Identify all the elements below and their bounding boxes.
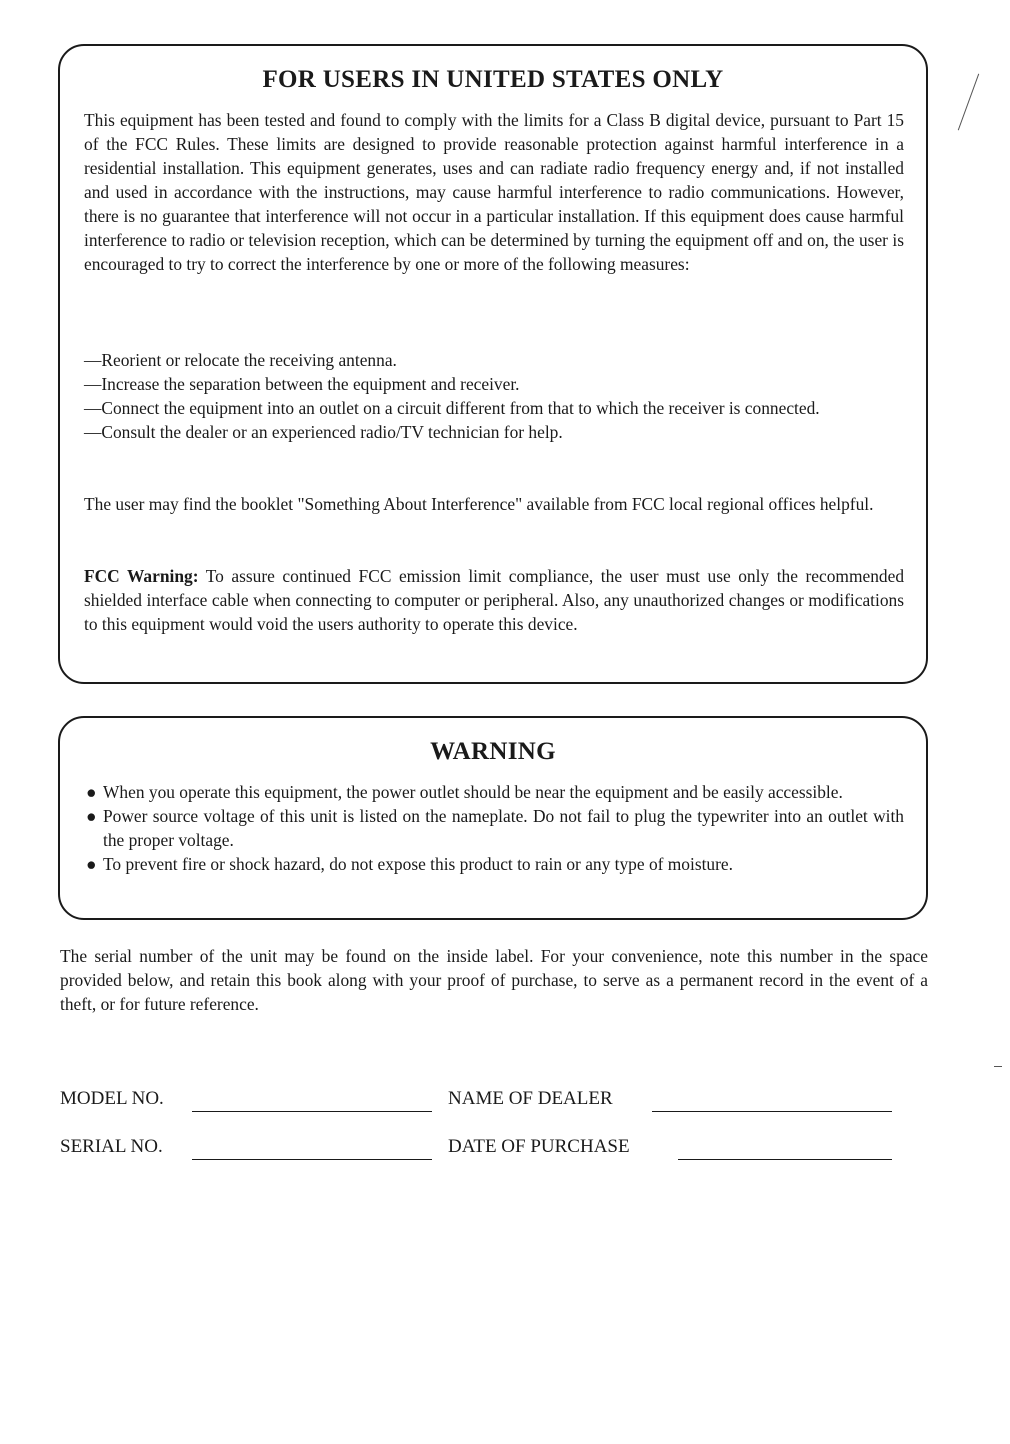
warning-title: WARNING bbox=[430, 738, 556, 765]
measure-item: —Increase the separation between the equipment and receiver. bbox=[84, 374, 520, 394]
purchase-label: DATE OF PURCHASE bbox=[448, 1136, 630, 1157]
bullet-icon: ● bbox=[86, 806, 97, 826]
dealer-entry-line bbox=[652, 1111, 892, 1112]
serial-label: SERIAL NO. bbox=[60, 1136, 163, 1157]
fcc-title: FOR USERS IN UNITED STATES ONLY bbox=[262, 66, 724, 93]
warning-item: ● When you operate this equipment, the power outlet should be near the equipment and be easily accessible. bbox=[86, 782, 843, 802]
fcc-notice-box bbox=[58, 44, 928, 684]
model-entry-line bbox=[192, 1111, 432, 1112]
fcc-warning-text: To assure continued FCC emission limit compliance, the user must use only the recommended shielded interface cable when connecting to computer or peripheral. Also, any unauthorized changes or modifications to this equipment would void the users authority to operate this device. bbox=[84, 566, 905, 634]
fcc-warning-paragraph bbox=[84, 564, 904, 636]
margin-mark bbox=[994, 1066, 1002, 1067]
model-label: MODEL NO. bbox=[60, 1088, 164, 1109]
bullet-icon: ● bbox=[86, 782, 97, 802]
fcc-warning-lead: FCC Warning: bbox=[84, 566, 199, 586]
warning-list bbox=[86, 780, 904, 876]
interference-measures-list bbox=[84, 348, 904, 444]
fcc-booklet-paragraph: The user may find the booklet "Something About Interference" available from FCC local regional offices helpful. bbox=[84, 494, 874, 514]
serial-number-paragraph: The serial number of the unit may be found on the inside label. For your convenience, note this number in the space provided below, and retain this book along with your proof of purchase, to serve as a permanent record in the event of a theft, or for future reference. bbox=[60, 946, 928, 1014]
measure-item: —Connect the equipment into an outlet on a circuit different from that to which the receiver is connected. bbox=[84, 398, 820, 418]
margin-mark bbox=[958, 74, 979, 131]
warning-item: ● Power source voltage of this unit is listed on the nameplate. Do not fail to plug the typewriter into an outlet with the proper voltage. bbox=[86, 806, 904, 850]
bullet-icon: ● bbox=[86, 854, 97, 874]
dealer-label: NAME OF DEALER bbox=[448, 1088, 613, 1109]
purchase-entry-line bbox=[678, 1159, 892, 1160]
serial-entry-line bbox=[192, 1159, 432, 1160]
measure-item: —Consult the dealer or an experienced radio/TV technician for help. bbox=[84, 422, 563, 442]
fcc-compliance-paragraph: This equipment has been tested and found to comply with the limits for a Class B digital device, pursuant to Part 15 of the FCC Rules. These limits are designed to provide reasonable protection against harmful interference in a residential installation. This equipment generates, uses and can radiate radio frequency energy and, if not installed and used in accordance with the instructions, may cause harmful interference to radio communications. However, there is no guarantee that interference will not occur in a particular installation. If this equipment does cause harmful interference to radio or television reception, which can be determined by turning the equipment off and on, the user is encouraged to try to correct the interference by one or more of the following measures: bbox=[84, 110, 904, 274]
measure-item: —Reorient or relocate the receiving antenna. bbox=[84, 350, 397, 370]
warning-box bbox=[58, 716, 928, 920]
warning-item: ● To prevent fire or shock hazard, do not expose this product to rain or any type of moisture. bbox=[86, 854, 733, 874]
